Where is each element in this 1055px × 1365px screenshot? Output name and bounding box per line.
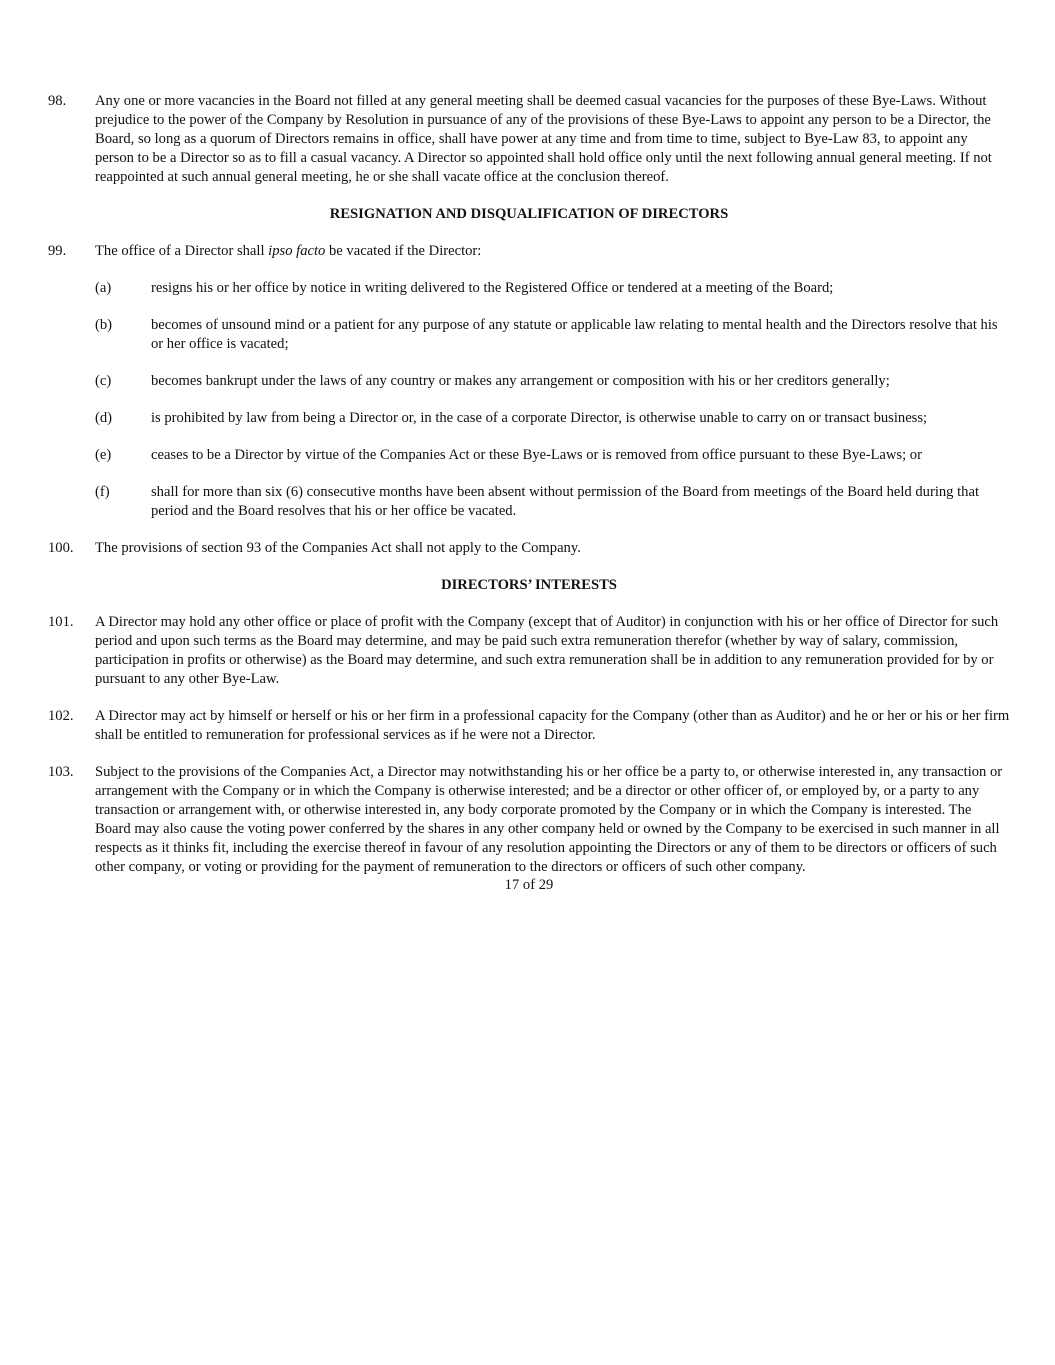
section-heading-directors-interests: DIRECTORS’ INTERESTS — [441, 577, 617, 593]
paragraph-101 — [48, 613, 1010, 689]
subclause-text: becomes bankrupt under the laws of any country or makes any arrangement or composition with his or her creditors generally; — [151, 373, 890, 389]
text-segment: The office of a Director shall — [95, 243, 269, 259]
subclause-a — [95, 279, 1010, 298]
subclause-f — [95, 483, 1010, 521]
paragraph-text: A Director may act by himself or herself or his or her firm in a professional capacity for the Company (other than as Auditor) and he or her or his or her firm shall be entitled to remuneration for professional services as if he were not a Director. — [95, 708, 1010, 743]
paragraph-text — [95, 242, 1010, 261]
page-number: 17 of 29 — [504, 877, 554, 893]
paragraph-text: Subject to the provisions of the Companies Act, a Director may notwithstanding his or her office be a party to, or otherwise interested in, any transaction or arrangement with the Company or in which the Company is otherwise interested; and be a director or other officer of, or employed by, or a party to any transaction or arrangement with, or otherwise interested in, any body corporate promoted by the Company or in which the Company is interested. The Board may also cause the voting power conferred by the shares in any other company held or owned by the Company to be exercised in such manner in all respects as it thinks fit, including the exercise thereof in favour of any resolution appointing the Directors or any of them to be directors or officers of such other company, or voting or providing for the payment of remuneration to the directors or officers of such other company. — [95, 764, 1003, 875]
paragraph-text: A Director may hold any other office or place of profit with the Company (except that of Auditor) in conjunction with his or her office of Director for such period and upon such terms as the Board may determine, and may be paid such extra remuneration therefor (whether by way of salary, commission, participation in profits or otherwise) as the Board may determine, and such extra remuneration shall be in addition to any remuneration provided for by or pursuant to any other Bye-Law. — [95, 614, 999, 687]
document-page — [48, 92, 1010, 895]
section-heading-resignation: RESIGNATION AND DISQUALIFICATION OF DIRECTORS — [329, 206, 729, 222]
paragraph-103 — [48, 763, 1010, 877]
text-segment: be vacated if the Director: — [325, 243, 482, 259]
subclause-text: resigns his or her office by notice in writing delivered to the Registered Office or tendered at a meeting of the Board; — [151, 280, 834, 296]
subclause-label: (d) — [95, 410, 113, 426]
paragraph-100 — [48, 539, 1010, 558]
paragraph-number: 103. — [48, 764, 74, 780]
subclause-b — [95, 316, 1010, 354]
subclause-e — [95, 446, 1010, 465]
subclause-label: (a) — [95, 280, 112, 296]
paragraph-98 — [48, 92, 1010, 187]
italic-term: ipso facto — [268, 243, 326, 259]
subclause-c — [95, 372, 1010, 391]
paragraph-text: The provisions of section 93 of the Companies Act shall not apply to the Company. — [95, 540, 581, 556]
paragraph-number: 101. — [48, 614, 74, 630]
paragraph-text: Any one or more vacancies in the Board not filled at any general meeting shall be deemed casual vacancies for the purposes of these Bye-Laws. Without prejudice to the power of the Company by Resolution in pursuance of any of the provisions of these Bye-Laws to appoint any person to be a Director, the Board, so long as a quorum of Directors remains in office, shall have power at any time and from time to time, subject to Bye-Law 83, to appoint any person to be a Director so as to fill a casual vacancy. A Director so appointed shall hold office only until the next following annual general meeting. If not reappointed at such annual general meeting, he or she shall vacate office at the conclusion thereof. — [95, 93, 992, 185]
subclause-label: (e) — [95, 447, 112, 463]
paragraph-number: 98. — [48, 93, 67, 109]
subclause-label: (b) — [95, 317, 113, 333]
paragraph-number: 100. — [48, 540, 74, 556]
paragraph-99 — [48, 242, 1010, 261]
subclause-d — [95, 409, 1010, 428]
subclause-label: (f) — [95, 484, 110, 500]
subclause-text: becomes of unsound mind or a patient for any purpose of any statute or applicable law relating to mental health and the Directors resolve that his or her office is vacated; — [151, 317, 998, 352]
paragraph-number: 102. — [48, 708, 74, 724]
subclause-text: is prohibited by law from being a Director or, in the case of a corporate Director, is otherwise unable to carry on or transact business; — [151, 410, 928, 426]
paragraph-102 — [48, 707, 1010, 745]
subclause-text: ceases to be a Director by virtue of the Companies Act or these Bye-Laws or is removed from office pursuant to these Bye-Laws; or — [151, 447, 922, 463]
paragraph-number: 99. — [48, 243, 67, 259]
subclause-label: (c) — [95, 373, 112, 389]
subclause-text: shall for more than six (6) consecutive months have been absent without permission of the Board from meetings of the Board held during that period and the Board resolves that his or her office be vacated. — [151, 484, 980, 519]
